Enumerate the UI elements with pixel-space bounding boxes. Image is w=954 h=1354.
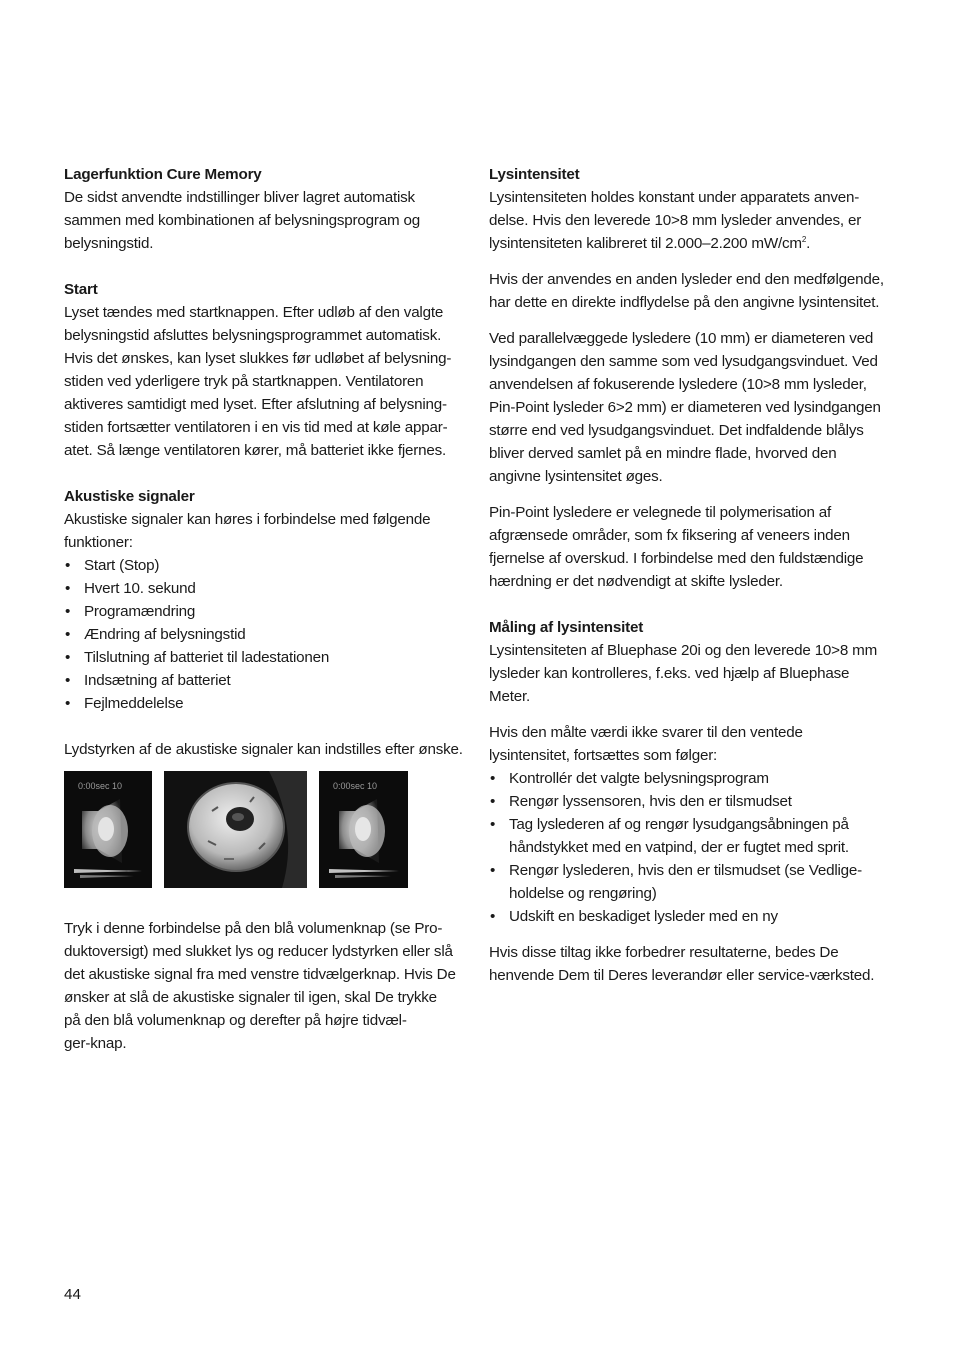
start-text: Lyset tændes med startknappen. Efter udløb af den valgte belysningstid afsluttes belysningsprogrammet automatisk. Hvis det ønskes, kan lyset slukkes før udløbet af belysning- stiden ved yderligere tryk på startknappen. Ventilatoren aktiveres samtidigt med lyset. Efter afslutning af belysning- stiden fortsætter ventilatoren i en vis tid med at køle appar- atet. Så længe ventilatoren kører, må batteriet ikke fjernes.: [64, 304, 452, 459]
right-column: [489, 163, 899, 987]
light-intensity-heading: Lysintensitet: [489, 166, 580, 183]
acoustic-signals-section: [64, 485, 472, 761]
parallel-guide-text: Ved parallelvæggede lysledere (10 mm) er diameteren ved lysindgangen den samme som ved lysudgangsvinduet. Ved anvendelsen af fokuserende lysledere (10>8 mm lysleder, Pin-Point lysleder 6>2 mm) er diameteren ved lysindgangen større end ved lysudgangsvinduet. Det indfaldende blålys bliver derved samlet på en mindre flade, hvorved den angivne lysintensitet øges.: [489, 330, 881, 485]
volume-low-photo: [64, 771, 152, 888]
start-heading: Start: [64, 281, 98, 298]
volume-note: Lydstyrken af de akustiske signaler kan indstilles efter ønske.: [64, 741, 463, 758]
contact-text: Hvis disse tiltag ikke forbedrer resultaterne, bedes De henvende Dem til Deres leverandør eller service-værksted.: [489, 944, 875, 984]
cure-memory-section: [64, 163, 472, 255]
svg-text:0:00sec 10: 0:00sec 10: [333, 781, 378, 791]
list-item: • Indsætning af batteriet: [64, 669, 472, 692]
light-intensity-section: [489, 163, 899, 255]
acoustic-signals-list: [64, 554, 472, 715]
measurement-section: [489, 616, 899, 708]
pinpoint-text: Pin-Point lysledere er velegnede til polymerisation af afgrænsede områder, som fx fiksering af veneers inden fjernelse af overskud. I forbindelse med den fuldstændige hærdning er det nødvendigt at skifte lysleder.: [489, 504, 864, 590]
other-guide-text: Hvis der anvendes en anden lysleder end den medfølgende, har dette en direkte indflydelse på den angivne lysintensitet.: [489, 271, 884, 311]
list-item: • Hvert 10. sekund: [64, 577, 472, 600]
list-item: • Ændring af belysningstid: [64, 623, 472, 646]
left-column: [64, 163, 472, 761]
list-item: • Rengør lyslederen, hvis den er tilsmudset (se Vedlige- holdelse og rengøring): [489, 859, 899, 905]
volume-knob-photo: [164, 771, 307, 888]
left-column-lower: [64, 917, 472, 1055]
light-intensity-text: Lysintensiteten holdes konstant under apparatets anven- delse. Hvis den leverede 10>8 mm lysleder anvendes, er lysintensiteten kalibreret til 2.000–2.200 $mW/cm^2$.: [489, 189, 862, 252]
list-item: • Kontrollér det valgte belysningsprogram: [489, 767, 899, 790]
measurement-text: Lysintensiteten af Bluephase 20i og den leverede 10>8 mm lysleder kan kontrolleres, f.eks. ved hjælp af Bluephase Meter.: [489, 642, 878, 705]
list-item: • Start (Stop): [64, 554, 472, 577]
volume-high-photo: [319, 771, 408, 888]
list-item: • Udskift en beskadiget lysleder med en ny: [489, 905, 899, 928]
volume-photos: [64, 771, 408, 888]
cure-memory-heading: Lagerfunktion Cure Memory: [64, 166, 262, 183]
list-item: • Fejlmeddelelse: [64, 692, 472, 715]
troubleshoot-section: [489, 721, 899, 928]
list-item: • Tilslutning af batteriet til ladestationen: [64, 646, 472, 669]
measurement-heading: Måling af lysintensitet: [489, 619, 644, 636]
page-number: 44: [64, 1286, 81, 1303]
cure-memory-text: De sidst anvendte indstillinger bliver lagret automatisk sammen med kombinationen af belysningsprogram og belysningstid.: [64, 189, 420, 252]
volume-knob-icon: [164, 771, 307, 888]
list-item: • Rengør lyssensoren, hvis den er tilsmudset: [489, 790, 899, 813]
list-item: • Tag lyslederen af og rengør lysudgangsåbningen på håndstykket med en vatpind, der er fugtet med sprit.: [489, 813, 899, 859]
speaker-high-icon: [319, 771, 408, 888]
troubleshoot-list: [489, 767, 899, 928]
start-section: [64, 278, 472, 462]
list-item: • Programændring: [64, 600, 472, 623]
svg-text:0:00sec 10: 0:00sec 10: [78, 781, 123, 791]
volume-instructions: Tryk i denne forbindelse på den blå volumenknap (se Pro- duktoversigt) med slukket lys og reducer lydstyrken eller slå det akustiske signal fra med venstre tidvælgerknap. Hvis De ønsker at slå de akustiske signaler til igen, skal De trykke på den blå volumenknap og derefter på højre tidvæl- ger-knap.: [64, 920, 456, 1052]
acoustic-signals-intro: Akustiske signaler kan høres i forbindelse med følgende funktioner:: [64, 511, 431, 551]
troubleshoot-intro: Hvis den målte værdi ikke svarer til den ventede lysintensitet, fortsættes som følger:: [489, 724, 803, 764]
acoustic-signals-heading: Akustiske signaler: [64, 488, 195, 505]
speaker-low-icon: [64, 771, 152, 888]
